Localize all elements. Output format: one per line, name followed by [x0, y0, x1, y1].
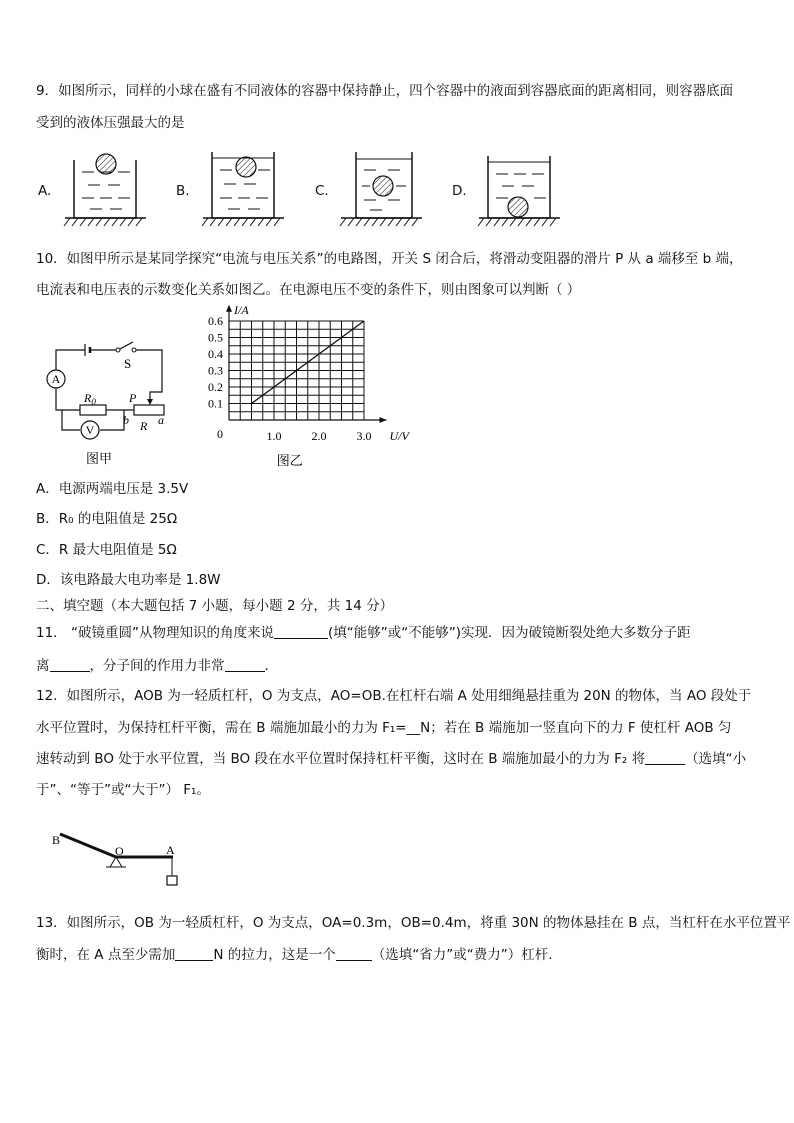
- circuit-diagram: [40, 330, 180, 470]
- lever-label-b: B: [52, 833, 61, 847]
- iu-chart: [195, 300, 425, 475]
- q9-option-b: B.: [176, 183, 190, 199]
- chart-caption: 图乙: [276, 453, 303, 468]
- x-tick-label: 1.0: [266, 429, 282, 443]
- y-tick-label: 0.3: [208, 363, 223, 378]
- lever-label-a: A: [166, 843, 175, 857]
- section-2-heading: 二、填空题（本大题包括 7 小题，每小题 2 分，共 14 分）: [36, 598, 394, 614]
- q9-line1: 9．如图所示，同样的小球在盛有不同液体的容器中保持静止，四个容器中的液面到容器底面的距离相同，则容器底面: [36, 83, 734, 99]
- x-tick-label: 2.0: [311, 429, 327, 443]
- circuit-caption: 图甲: [86, 451, 113, 466]
- r0-label: $R_0$: [84, 391, 96, 407]
- end-b-label: b: [123, 413, 129, 427]
- q12-line4: 于”、“等于”或“大于”） F₁。: [36, 782, 210, 798]
- q10-line2: 电流表和电压表的示数变化关系如图乙。在电源电压不变的条件下，则由图象可以判断（ ）: [36, 282, 581, 298]
- q10-option-d: D．该电路最大电功率是 1.8W: [36, 572, 221, 588]
- q13-line1: 13．如图所示，OB 为一轻质杠杆，O 为支点，OA=0.3m，OB=0.4m，将重 30N 的物体悬挂在 B 点，当杠杆在水平位置平: [36, 915, 791, 931]
- q10-option-b: B．R₀ 的电阻值是 25Ω: [36, 511, 178, 527]
- q10-line1: 10．如图甲所示是某同学探究“电流与电压关系”的电路图，开关 S 闭合后，将滑动变阻器的滑片 P 从 a 端移至 b 端，: [36, 251, 743, 267]
- origin-label: 0: [217, 427, 223, 441]
- rheostat-label: R: [140, 419, 148, 433]
- y-tick-label: 0.5: [208, 330, 223, 345]
- y-tick-label: 0.4: [208, 347, 223, 361]
- q9-option-c: C.: [315, 183, 329, 199]
- x-axis-arrow: [380, 417, 387, 423]
- end-a-label: a: [158, 413, 164, 427]
- x-tick-label: 3.0: [356, 429, 372, 443]
- x-axis-label: U/V: [389, 429, 409, 443]
- ammeter-label: A: [51, 372, 61, 386]
- container-figure-b: [198, 148, 288, 228]
- q11-line2: 离 ，分子间的作用力非常 .: [36, 658, 269, 674]
- q10-option-c: C．R 最大电阻值是 5Ω: [36, 542, 177, 558]
- q9-option-a: A.: [38, 183, 52, 199]
- q11-line1: 11． “破镜重圆”从物理知识的角度来说 (填“能够”或“不能够”)实现．因为破镜断裂处绝大多数分子距: [36, 625, 691, 641]
- q12-line1: 12．如图所示，AOB 为一轻质杠杆，O 为支点，AO=OB.在杠杆右端 A 处用细绳悬挂重为 20N 的物体，当 AO 段处于: [36, 688, 752, 704]
- y-tick-label: 0.6: [208, 314, 223, 328]
- container-figure-d: [474, 148, 564, 228]
- q10-option-a: A．电源两端电压是 3.5V: [36, 481, 189, 497]
- switch-label: S: [124, 356, 132, 371]
- q13-line2: 衡时，在 A 点至少需加 N 的拉力，这是一个 （选填“省力”或“费力”）杠杆.: [36, 947, 553, 963]
- lever-label-o: O: [115, 844, 124, 858]
- lever-figure: [48, 826, 198, 892]
- q9-option-d: D.: [452, 183, 467, 199]
- container-figure-a: [60, 148, 150, 228]
- y-axis-arrow: [226, 305, 232, 312]
- y-tick-label: 0.2: [208, 380, 223, 394]
- voltmeter-label: V: [85, 423, 95, 437]
- q12-line3: 速转动到 BO 处于水平位置，当 BO 段在水平位置时保持杠杆平衡，这时在 B 端施加最小的力为 F₂ 将 （选填“小: [36, 751, 747, 767]
- q9-line2: 受到的液体压强最大的是: [36, 115, 185, 131]
- y-tick-label: 0.1: [208, 396, 223, 411]
- y-axis-label: I/A: [234, 302, 249, 317]
- slider-p-label: P: [129, 391, 137, 405]
- container-figure-c: [336, 148, 426, 228]
- q12-line2: 水平位置时，为保持杠杆平衡，需在 B 端施加最小的力为 F₁=__N；若在 B 端施加一竖直向下的力 F 使杠杆 AOB 匀: [36, 720, 732, 736]
